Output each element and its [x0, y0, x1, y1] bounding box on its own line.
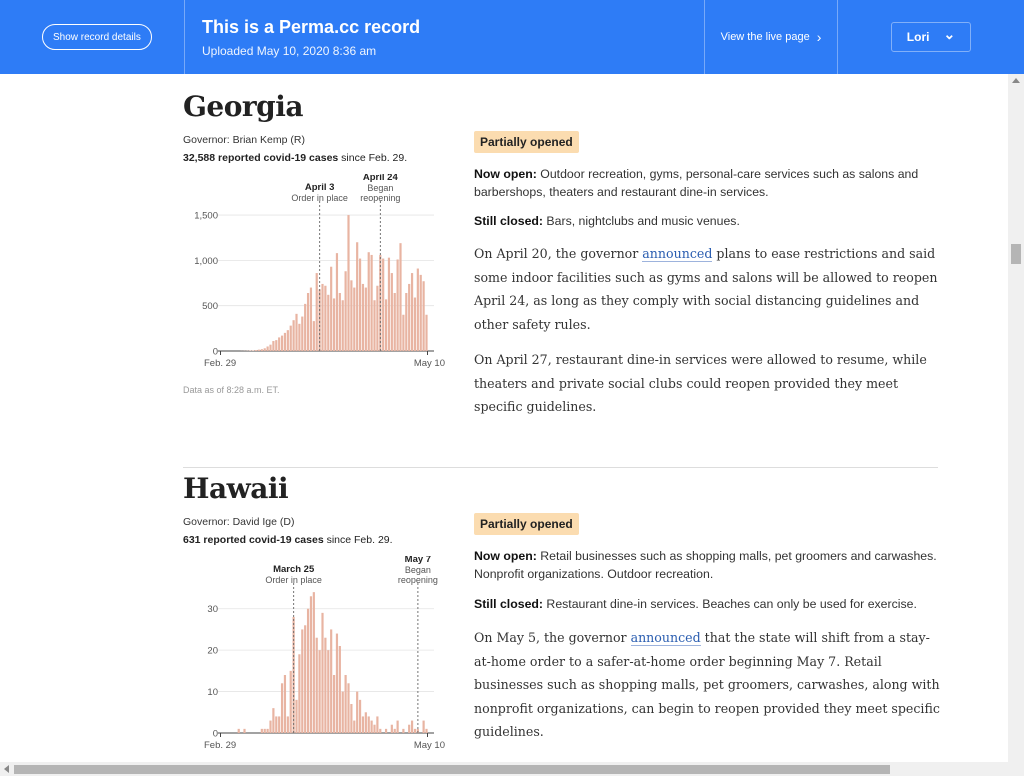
- update-paragraph: On April 27, restaurant dine-in services were allowed to resume, while theaters and private social clubs could reopen provided they meet specific guidelines.: [474, 352, 927, 414]
- x-tick-label-end: May 10: [413, 358, 445, 369]
- data-bar: [304, 304, 306, 351]
- y-tick-label: 500: [202, 301, 218, 313]
- data-bar: [321, 284, 323, 351]
- vertical-scrollbar[interactable]: [1008, 74, 1024, 762]
- status-badge: Partially opened: [474, 131, 579, 153]
- annotation-sublabel: reopening: [360, 193, 401, 203]
- annotation-sublabel: Began: [367, 183, 394, 193]
- annotation-sublabel: Order in place: [291, 193, 348, 203]
- data-bar: [327, 650, 329, 733]
- archived-page: [0, 74, 1008, 762]
- data-bar: [425, 315, 427, 351]
- data-bar: [350, 280, 352, 351]
- cases-chart: [183, 174, 458, 384]
- governor-line: Governor: David Ige (D): [183, 516, 295, 528]
- data-bar: [307, 609, 309, 733]
- data-bar: [330, 629, 332, 733]
- user-cell: [838, 0, 1024, 74]
- annotation-label: April 24: [362, 174, 398, 183]
- data-bar: [313, 321, 315, 351]
- now-open-label: Now open:: [474, 167, 537, 181]
- data-bar: [272, 341, 274, 351]
- still-closed-text: [474, 595, 942, 613]
- data-bar: [269, 345, 271, 351]
- section-divider: [183, 467, 938, 468]
- data-bar: [298, 324, 300, 351]
- data-bar: [269, 721, 271, 733]
- announcement-paragraph: [474, 242, 942, 336]
- data-bar: [264, 348, 266, 351]
- y-tick-label: 30: [207, 604, 218, 616]
- data-bar: [333, 675, 335, 733]
- data-bar: [258, 350, 260, 351]
- view-live-page-label: View the live page: [720, 31, 810, 43]
- data-bar: [284, 333, 286, 351]
- data-bar: [238, 729, 240, 733]
- data-bar: [327, 295, 329, 351]
- governor-line: Governor: Brian Kemp (R): [183, 134, 305, 146]
- record-title-block: [185, 0, 705, 74]
- annotation-sublabel: Began: [404, 565, 431, 575]
- data-bar: [339, 293, 341, 351]
- data-bar: [423, 721, 425, 733]
- data-bar: [347, 215, 349, 351]
- data-bar: [359, 700, 361, 733]
- data-bar: [298, 654, 300, 733]
- data-bar: [336, 634, 338, 733]
- data-bar: [365, 712, 367, 733]
- data-bar: [408, 725, 410, 733]
- y-tick-label: 0: [212, 728, 218, 740]
- horizontal-scrollbar[interactable]: [0, 762, 1024, 776]
- details-cell: [0, 0, 185, 74]
- user-name: Lori: [906, 30, 930, 44]
- data-timestamp: Data as of 8:28 a.m. ET.: [183, 385, 280, 395]
- data-bar: [353, 721, 355, 733]
- data-bar: [255, 350, 257, 351]
- data-bar: [362, 284, 364, 351]
- still-closed-detail: Restaurant dine-in services. Beaches can only be used for exercise.: [543, 597, 917, 611]
- data-bar: [350, 704, 352, 733]
- data-bar: [345, 271, 347, 351]
- show-record-details-button[interactable]: Show record details: [42, 24, 152, 50]
- data-bar: [356, 242, 358, 351]
- data-bar: [313, 592, 315, 733]
- data-bar: [333, 298, 335, 351]
- still-closed-label: Still closed:: [474, 597, 544, 611]
- data-bar: [411, 273, 413, 351]
- data-bar: [304, 625, 306, 733]
- record-title: This is a Perma.cc record: [202, 16, 421, 37]
- data-bar: [342, 692, 344, 733]
- data-bar: [371, 721, 373, 733]
- cases-count: 631 reported covid-19 cases: [183, 534, 324, 546]
- data-bar: [275, 340, 277, 351]
- annotation-label: April 3: [304, 182, 335, 193]
- data-bar: [287, 330, 289, 351]
- data-bar: [336, 253, 338, 351]
- data-bar: [379, 729, 381, 733]
- user-menu-button[interactable]: [891, 22, 971, 52]
- scrollbar-thumb[interactable]: [1011, 244, 1021, 264]
- data-bar: [287, 716, 289, 733]
- data-bar: [368, 716, 370, 733]
- y-tick-label: 1,000: [194, 255, 218, 267]
- paragraph-text: plans to ease restrictions and said some indoor facilities such as gyms and salons will be allowed to reopen April 24, as long as they comply with social distancing guidelines and other safety rules.: [474, 246, 938, 332]
- cases-count: 32,588 reported covid-19 cases: [183, 152, 339, 164]
- scroll-left-arrow-icon[interactable]: [4, 765, 9, 773]
- data-bar: [391, 273, 393, 351]
- data-bar: [371, 255, 373, 351]
- data-bar: [376, 716, 378, 733]
- data-bar: [353, 288, 355, 351]
- data-bar: [252, 350, 254, 351]
- data-bar: [321, 613, 323, 733]
- still-closed-label: Still closed:: [474, 214, 544, 228]
- announcement-paragraph: [474, 626, 942, 744]
- now-open-text: [474, 165, 942, 201]
- data-bar: [397, 721, 399, 733]
- x-tick-label-start: Feb. 29: [204, 358, 237, 369]
- data-bar: [417, 269, 419, 351]
- data-bar: [310, 288, 312, 351]
- scroll-up-arrow-icon[interactable]: [1012, 78, 1020, 83]
- upload-date: Uploaded May 10, 2020 8:36 am: [202, 43, 377, 58]
- data-bar: [414, 729, 416, 733]
- now-open-detail: Outdoor recreation, gyms, personal-care services such as salons and barbershops, theaters and restaurant dine-in services.: [474, 167, 919, 199]
- data-bar: [267, 346, 269, 351]
- data-bar: [295, 700, 297, 733]
- chevron-down-icon: ⌄: [943, 25, 956, 42]
- state-heading: Hawaii: [183, 472, 289, 505]
- data-bar: [397, 259, 399, 351]
- data-bar: [385, 729, 387, 733]
- data-bar: [275, 716, 277, 733]
- cases-since: since Feb. 29.: [338, 152, 408, 164]
- data-bar: [388, 258, 390, 351]
- y-tick-label: 10: [207, 687, 218, 699]
- announced-link[interactable]: announced: [630, 630, 701, 645]
- data-bar: [295, 314, 297, 351]
- data-bar: [278, 337, 280, 351]
- chevron-right-icon: ›: [816, 29, 822, 45]
- y-tick-label: 0: [212, 346, 218, 358]
- data-bar: [411, 721, 413, 733]
- data-bar: [420, 275, 422, 351]
- data-bar: [373, 300, 375, 351]
- y-tick-label: 1,500: [194, 210, 218, 222]
- data-bar: [284, 675, 286, 733]
- data-bar: [330, 267, 332, 351]
- data-bar: [347, 683, 349, 733]
- data-bar: [290, 326, 292, 351]
- data-bar: [408, 284, 410, 351]
- paragraph-text: On May 5, the governor: [474, 630, 631, 645]
- scrollbar-thumb[interactable]: [14, 765, 890, 774]
- data-bar: [399, 243, 401, 351]
- data-bar: [281, 336, 283, 351]
- annotation-label: May 7: [404, 556, 432, 565]
- data-bar: [339, 646, 341, 733]
- announced-link[interactable]: announced: [642, 246, 713, 261]
- data-bar: [324, 286, 326, 351]
- data-bar: [278, 716, 280, 733]
- state-heading: Georgia: [183, 90, 304, 123]
- view-live-page-link[interactable]: [705, 0, 838, 74]
- x-tick-label-start: Feb. 29: [204, 740, 237, 751]
- now-open-label: Now open:: [474, 549, 537, 563]
- data-bar: [316, 638, 318, 733]
- data-bar: [319, 650, 321, 733]
- data-bar: [359, 259, 361, 351]
- still-closed-text: [474, 212, 942, 230]
- x-tick-label-end: May 10: [413, 740, 445, 751]
- cases-line: [183, 534, 393, 546]
- data-bar: [243, 729, 245, 733]
- still-closed-detail: Bars, nightclubs and music venues.: [543, 214, 740, 228]
- paragraph-text: that the state will shift from a stay-at-home order to a safer-at-home order beginning May 7. Retail businesses such as shopping malls, pet groomers, carwashes, along with nonprofit organizations, can begin to reopen provided they meet specific guidelines.: [474, 630, 940, 739]
- data-bar: [264, 729, 266, 733]
- y-tick-label: 20: [207, 645, 218, 657]
- perma-banner: [0, 0, 1024, 74]
- data-bar: [281, 683, 283, 733]
- data-bar: [293, 320, 295, 351]
- paragraph-text: On April 20, the governor: [474, 246, 643, 261]
- data-bar: [356, 692, 358, 733]
- data-bar: [261, 729, 263, 733]
- data-bar: [394, 729, 396, 733]
- data-bar: [382, 259, 384, 351]
- data-bar: [362, 716, 364, 733]
- data-bar: [402, 729, 404, 733]
- data-bar: [290, 671, 292, 733]
- data-bar: [301, 317, 303, 351]
- data-bar: [307, 293, 309, 351]
- data-bar: [405, 293, 407, 351]
- annotation-label: March 25: [273, 564, 315, 575]
- data-bar: [365, 288, 367, 351]
- data-bar: [385, 299, 387, 351]
- data-bar: [373, 725, 375, 733]
- data-bar: [324, 638, 326, 733]
- annotation-sublabel: Order in place: [265, 575, 322, 585]
- cases-since: since Feb. 29.: [323, 534, 393, 546]
- data-bar: [310, 596, 312, 733]
- data-bar: [345, 675, 347, 733]
- data-bar: [316, 273, 318, 351]
- data-bar: [376, 286, 378, 351]
- data-bar: [402, 315, 404, 351]
- cases-line: [183, 152, 407, 164]
- now-open-text: [474, 547, 942, 583]
- data-bar: [261, 349, 263, 351]
- data-bar: [391, 725, 393, 733]
- data-bar: [301, 629, 303, 733]
- data-bar: [425, 729, 427, 733]
- data-bar: [368, 252, 370, 351]
- status-badge: Partially opened: [474, 513, 579, 535]
- data-bar: [267, 729, 269, 733]
- now-open-detail: Retail businesses such as shopping malls, pet groomers and carwashes. Nonprofit organizations. Outdoor recreation.: [474, 549, 937, 581]
- data-bar: [394, 293, 396, 351]
- data-bar: [342, 300, 344, 351]
- cases-chart: [183, 556, 458, 762]
- data-bar: [414, 298, 416, 351]
- data-bar: [423, 281, 425, 351]
- annotation-sublabel: reopening: [397, 575, 438, 585]
- data-bar: [272, 708, 274, 733]
